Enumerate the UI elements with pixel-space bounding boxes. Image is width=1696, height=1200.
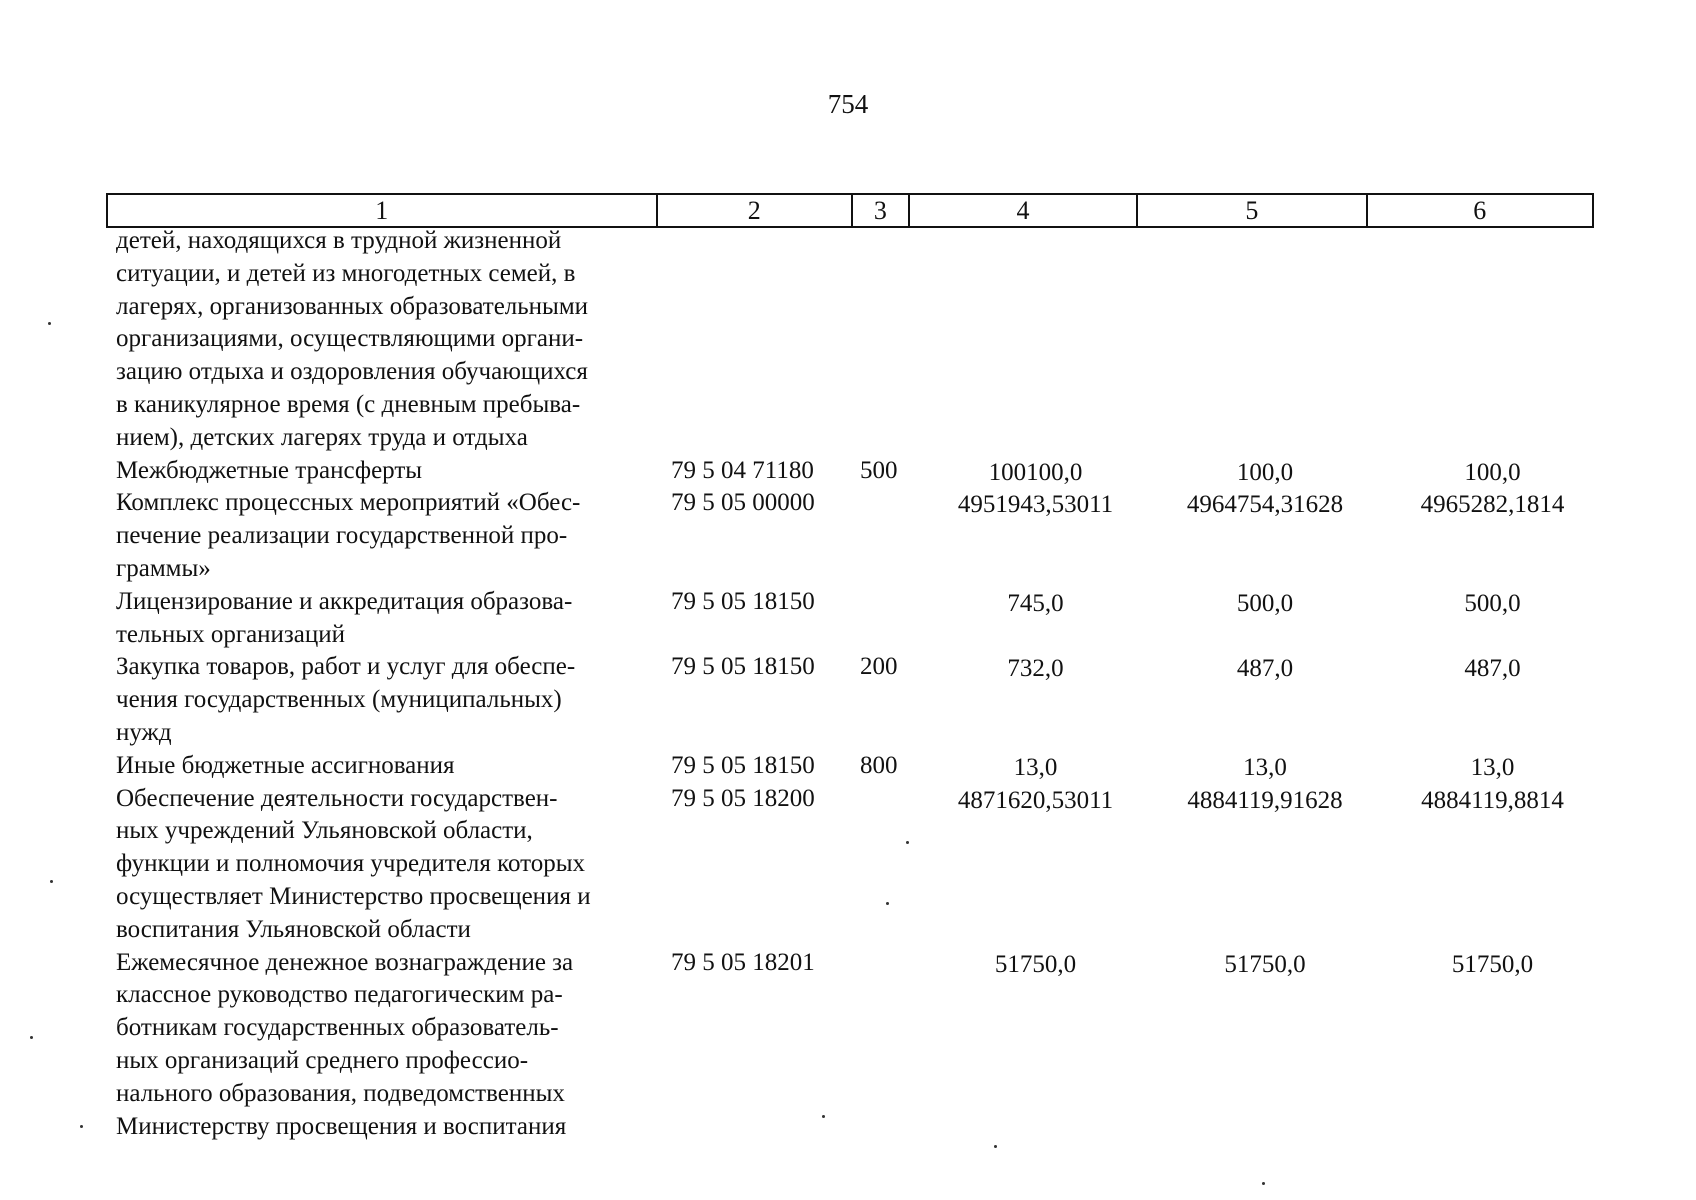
row-code: 79 5 05 18150	[671, 653, 815, 681]
row-value-4: 4951943,53011	[957, 491, 1114, 519]
table-row	[116, 487, 1596, 585]
table-row	[116, 651, 1596, 749]
row-description: Межбюджетные трансферты	[116, 456, 423, 484]
row-value-6: 4965282,1814	[1420, 491, 1565, 519]
row-value-5: 13,0	[1243, 753, 1287, 781]
row-value-4: 13,0	[1013, 753, 1058, 781]
row-code: 79 5 05 00000	[671, 489, 815, 517]
row-value-6: 51750,0	[1451, 950, 1534, 978]
column-header-2: 2	[658, 195, 853, 226]
row-value-4: 745,0	[1007, 589, 1064, 617]
table-row	[116, 586, 1596, 652]
row-value-5: 51750,0	[1224, 950, 1306, 978]
row-value-6: 487,0	[1464, 655, 1521, 683]
row-code: 79 5 05 18150	[671, 587, 815, 615]
scan-speck	[822, 1115, 825, 1118]
page-number: 754	[827, 89, 869, 119]
table-row	[116, 750, 1596, 783]
scan-speck	[994, 1145, 997, 1148]
table-row	[116, 225, 1596, 455]
row-code: 79 5 04 71180	[671, 456, 814, 484]
row-code: 79 5 05 18201	[671, 948, 815, 976]
row-value-6: 100,0	[1464, 458, 1521, 486]
column-header-3: 3	[853, 195, 910, 226]
scan-speck	[50, 880, 53, 883]
table-row	[116, 455, 1596, 488]
row-expense-type: 500	[860, 456, 898, 484]
scan-speck	[1262, 1182, 1265, 1185]
row-value-4: 100100,0	[988, 458, 1083, 486]
row-value-6: 13,0	[1470, 753, 1515, 781]
column-header-5: 5	[1138, 195, 1367, 226]
column-header-1: 1	[108, 195, 658, 226]
scan-speck	[80, 1125, 83, 1128]
column-header-6: 6	[1473, 196, 1487, 225]
scan-speck	[886, 902, 889, 905]
row-code: 79 5 05 18150	[671, 751, 815, 779]
column-header-4: 4	[910, 195, 1138, 226]
row-value-4: 51750,0	[994, 950, 1077, 978]
row-description: Ежемесячное денежное вознаграждение за классное руководство педагогическим ра- ботникам государственных образователь- ных организаций среднего профессио- нального образования, подведомственных Министерству просвещения и воспитания	[116, 948, 574, 1140]
row-expense-type: 800	[860, 751, 898, 779]
row-description: Закупка товаров, работ и услуг для обеспе- чения государственных (муниципальных) нужд	[116, 653, 576, 746]
row-description: Иные бюджетные ассигнования	[116, 751, 455, 779]
row-expense-type: 200	[860, 653, 898, 681]
row-code: 79 5 05 18200	[671, 784, 815, 812]
row-value-6: 4884119,8814	[1421, 786, 1564, 814]
row-value-4: 4871620,53011	[957, 786, 1114, 814]
scan-speck	[48, 322, 51, 325]
table-header	[106, 193, 1594, 228]
table-row	[116, 783, 1596, 947]
row-value-6: 500,0	[1464, 589, 1521, 617]
row-description: Обеспечение деятельности государствен- ных учреждений Ульяновской области, функции и полномочия учредителя которых осуществляет Министерство просвещения и воспитания Ульяновской области	[116, 784, 591, 943]
row-value-5: 100,0	[1236, 458, 1294, 486]
table-row	[116, 947, 1596, 1144]
row-value-5: 4964754,31628	[1186, 491, 1344, 519]
row-value-5: 487,0	[1236, 655, 1294, 683]
table-body	[116, 225, 1596, 1143]
scan-speck	[30, 1036, 33, 1039]
row-value-4: 732,0	[1007, 655, 1064, 683]
row-value-5: 4884119,91628	[1187, 786, 1343, 814]
row-value-5: 500,0	[1236, 589, 1294, 617]
row-description: Лицензирование и аккредитация образова- тельных организаций	[116, 587, 573, 648]
row-description: Комплекс процессных мероприятий «Обес- печение реализации государственной про- граммы»	[116, 489, 581, 582]
scan-speck	[906, 841, 909, 844]
row-description: детей, находящихся в трудной жизненной ситуации, и детей из многодетных семей, в лагерях, организованных образовательными организациями, осуществляющими органи- зацию отдыха и оздоровления обучающихся в каникулярное время (с дневным пребыва- нием), детских лагерях труда и отдыха	[116, 227, 589, 451]
